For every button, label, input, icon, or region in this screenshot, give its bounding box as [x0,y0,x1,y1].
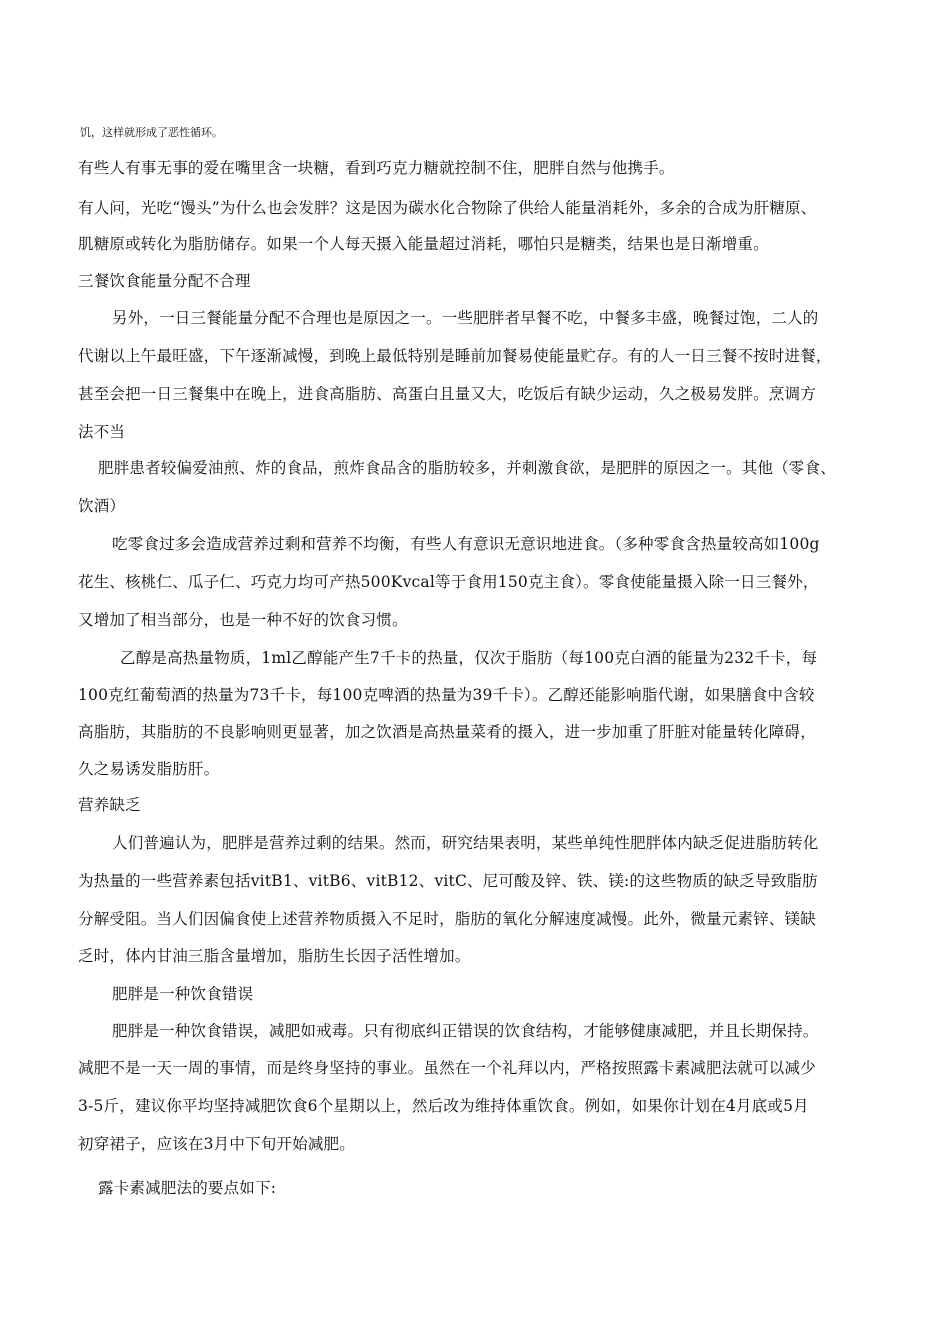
text-line: 减肥不是一天一周的事情，而是终身坚持的事业。虽然在一个礼拜以内，严格按照露卡素减肥法就可以减少 [78,1059,816,1077]
text-line: 另外，一日三餐能量分配不合理也是原因之一。一些肥胖者早餐不吃，中餐多丰盛，晚餐过饱，二人的 [112,309,819,327]
section-heading: 肥胖是一种饮食错误 [112,985,254,1003]
text-line: 100克红葡萄酒的热量为73千卡，每100克啤酒的热量为39千卡）。乙醇还能影响脂代谢，如果膳食中含较 [78,686,815,704]
section-heading: 营养缺乏 [78,796,141,814]
text-line: 高脂肪，其脂肪的不良影响则更显著，加之饮酒是高热量菜肴的摄入，进一步加重了肝脏对能量转化障碍， [78,723,816,741]
text-line: 初穿裙子，应该在3月中下旬开始减肥。 [78,1135,355,1153]
text-line: 花生、核桃仁、瓜子仁、巧克力均可产热500Kvcal等于食用150克主食）。零食使能量摄入除一日三餐外， [78,573,819,591]
text-line: 乙醇是高热量物质，1ml乙醇能产生7千卡的热量，仅次于脂肪（每100克白酒的能量为232千卡，每 [120,649,818,667]
text-line: 甚至会把一日三餐集中在晚上，进食高脂肪、高蛋白且量又大，吃饭后有缺少运动，久之极易发胖。烹调方 [78,385,816,403]
text-line: 分解受阻。当人们因偏食使上述营养物质摄入不足时，脂肪的氧化分解速度减慢。此外，微量元素锌、镁缺 [78,910,816,928]
text-line: 人们普遍认为，肥胖是营养过剩的结果。然而，研究结果表明，某些单纯性肥胖体内缺乏促进脂肪转化 [112,834,819,852]
text-line: 露卡素减肥法的要点如下: [98,1179,277,1197]
text-line: 饥，这样就形成了恶性循环。 [80,126,223,139]
text-line: 久之易诱发脂肪肝。 [78,760,220,778]
text-line: 为热量的一些营养素包括vitB1、vitB6、vitB12、vitC、尼可酸及锌、铁、镁:的这些物质的缺乏导致脂肪 [78,872,818,890]
text-line: 吃零食过多会造成营养过剩和营养不均衡，有些人有意识无意识地进食。（多种零食含热量较高如100g [112,535,820,553]
text-line: 乏时，体内甘油三脂含量增加，脂肪生长因子活性增加。 [78,947,471,965]
text-line: 3-5斤，建议你平均坚持减肥饮食6个星期以上，然后改为维持体重饮食。例如，如果你计划在4月底或5月 [78,1097,809,1115]
text-line: 有人问，光吃“馒头”为什么也会发胖？这是因为碳水化合物除了供给人能量消耗外，多余的合成为肝糖原、 [78,199,817,217]
text-line: 肥胖患者较偏爱油煎、炸的食品，煎炸食品含的脂肪较多，并刺激食欲，是肥胖的原因之一。其他（零食、 [98,459,836,477]
section-heading: 三餐饮食能量分配不合理 [78,272,251,290]
section-heading: 法不当 [78,423,126,441]
text-line: 肥胖是一种饮食错误，减肥如戒毒。只有彻底纠正错误的饮食结构，才能够健康减肥，并且长期保持。 [112,1022,819,1040]
text-line: 有些人有事无事的爱在嘴里含一块糖，看到巧克力糖就控制不住，肥胖自然与他携手。 [78,159,675,177]
text-line: 又增加了相当部分，也是一种不好的饮食习惯。 [78,611,408,629]
text-line: 代谢以上午最旺盛，下午逐渐减慢，到晚上最低特别是睡前加餐易使能量贮存。有的人一日三餐不按时进餐， [78,347,832,365]
text-line: 肌糖原或转化为脂肪储存。如果一个人每天摄入能量超过消耗，哪怕只是糖类，结果也是日渐增重。 [78,235,769,253]
text-line: 饮酒） [78,497,126,515]
